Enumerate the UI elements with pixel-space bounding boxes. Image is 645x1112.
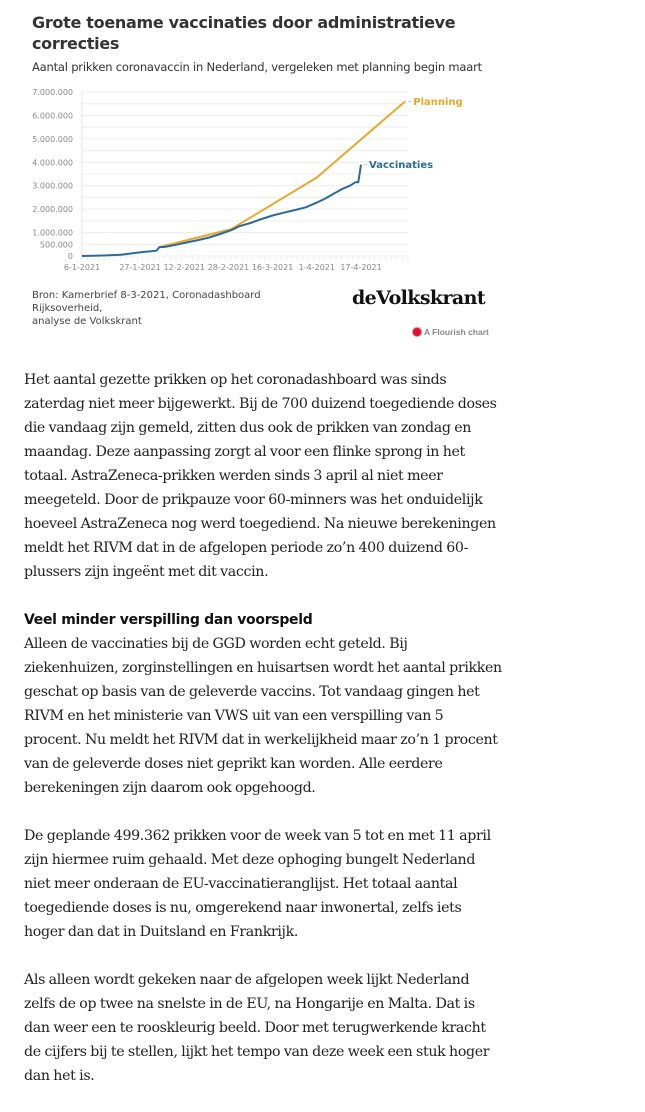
x-tick-label: 6-1-2021 xyxy=(63,263,101,272)
x-tick-label: 16-3-2021 xyxy=(251,263,294,272)
source-line-1: Bron: Kamerbrief 8-3-2021, Coronadashboard Rijksoverheid, xyxy=(32,290,261,314)
x-tick-label: 17-4-2021 xyxy=(340,263,382,272)
flourish-logo-icon xyxy=(413,328,421,336)
series-label-vaccinaties: Vaccinaties xyxy=(369,160,434,172)
article-body xyxy=(24,368,504,1112)
chart-source xyxy=(32,289,332,328)
article-paragraph: De geplande 499.362 prikken voor de week van 5 tot en met 11 april zijn hiermee ruim gehaald. Met deze ophoging bungelt Nederland niet meer onderaan de EU-vaccinatieranglijst. Het totaal aantal toegediende doses is nu, omgerekend naar inwonertal, zelfs iets hoger dan dat in Duitsland en Frankrijk. xyxy=(24,828,491,940)
y-tick-label: 4.000.000 xyxy=(32,158,73,168)
x-tick-label: 1-4-2021 xyxy=(298,263,335,272)
line-chart[interactable] xyxy=(0,80,510,280)
y-tick-label: 1.000.000 xyxy=(32,228,73,238)
series-label-planning: Planning xyxy=(413,96,463,108)
chart-container xyxy=(0,0,510,345)
y-tick-label: 0 xyxy=(67,252,73,261)
article-paragraph: Het aantal gezette prikken op het coronadashboard was sinds zaterdag niet meer bijgewerkt. Bij de 700 duizend toegediende doses die vandaag zijn gemeld, zitten dus ook de prikken van zondag en maandag. Deze aanpassing zorgt al voor een flinke sprong in het totaal. AstraZeneca-prikken werden sinds 3 april al niet meer meegeteld. Door de prikpauze voor 60-minners was het onduidelijk hoeveel AstraZeneca nog werd toegediend. Na nieuwe berekeningen meldt het RIVM dat in de afgelopen periode zo’n 400 duizend 60-plussers zijn ingeënt met dit vaccin. xyxy=(24,372,497,580)
y-axis xyxy=(32,88,73,261)
x-tick-label: 12-2-2021 xyxy=(163,263,205,272)
flourish-label: A Flourish chart xyxy=(424,327,489,337)
y-tick-label: 7.000.000 xyxy=(32,88,73,97)
series-line-vaccinaties xyxy=(82,165,361,256)
article-paragraph: Alleen de vaccinaties bij de GGD worden echt geteld. Bij ziekenhuizen, zorginstellingen en huisartsen wordt het aantal prikken geschat op basis van de geleverde vaccins. Tot vandaag gingen het RIVM en het ministerie van VWS uit van een verspilling van 5 procent. Nu meldt het RIVM dat in werkelijkheid maar zo’n 1 procent van de geleverde doses niet geprikt kan worden. Alle eerdere berekeningen zijn daarom ook opgehoogd. xyxy=(24,636,502,796)
chart-title: Grote toename vaccinaties door administratieve correcties xyxy=(32,13,456,53)
source-line-2: analyse de Volkskrant xyxy=(32,316,142,327)
y-tick-label: 6.000.000 xyxy=(32,111,73,121)
section-heading: Veel minder verspilling dan voorspeld xyxy=(24,612,313,628)
volkskrant-logo: deVolkskrant xyxy=(352,287,485,309)
x-axis xyxy=(64,257,408,272)
y-tick-label: 2.000.000 xyxy=(32,205,73,215)
chart-subtitle: Aantal prikken coronavaccin in Nederland, vergeleken met planning begin maart xyxy=(32,60,482,74)
y-tick-label: 5.000.000 xyxy=(32,134,73,144)
series-labels xyxy=(364,97,463,171)
y-tick-label: 3.000.000 xyxy=(32,181,73,191)
flourish-credit-link[interactable] xyxy=(413,327,489,337)
y-tick-label: 500.000 xyxy=(39,240,73,250)
x-tick-label: 28-2-2021 xyxy=(207,263,250,272)
article-paragraph: Als alleen wordt gekeken naar de afgelopen week lijkt Nederland zelfs de op twee na snelste in de EU, na Hongarije en Malta. Dat is dan weer een te rooskleurig beeld. Door met terugwerkende kracht de cijfers bij te stellen, lijkt het tempo van deze week een stuk hoger dan het is. xyxy=(24,972,490,1084)
x-tick-label: 27-1-2021 xyxy=(119,263,161,272)
